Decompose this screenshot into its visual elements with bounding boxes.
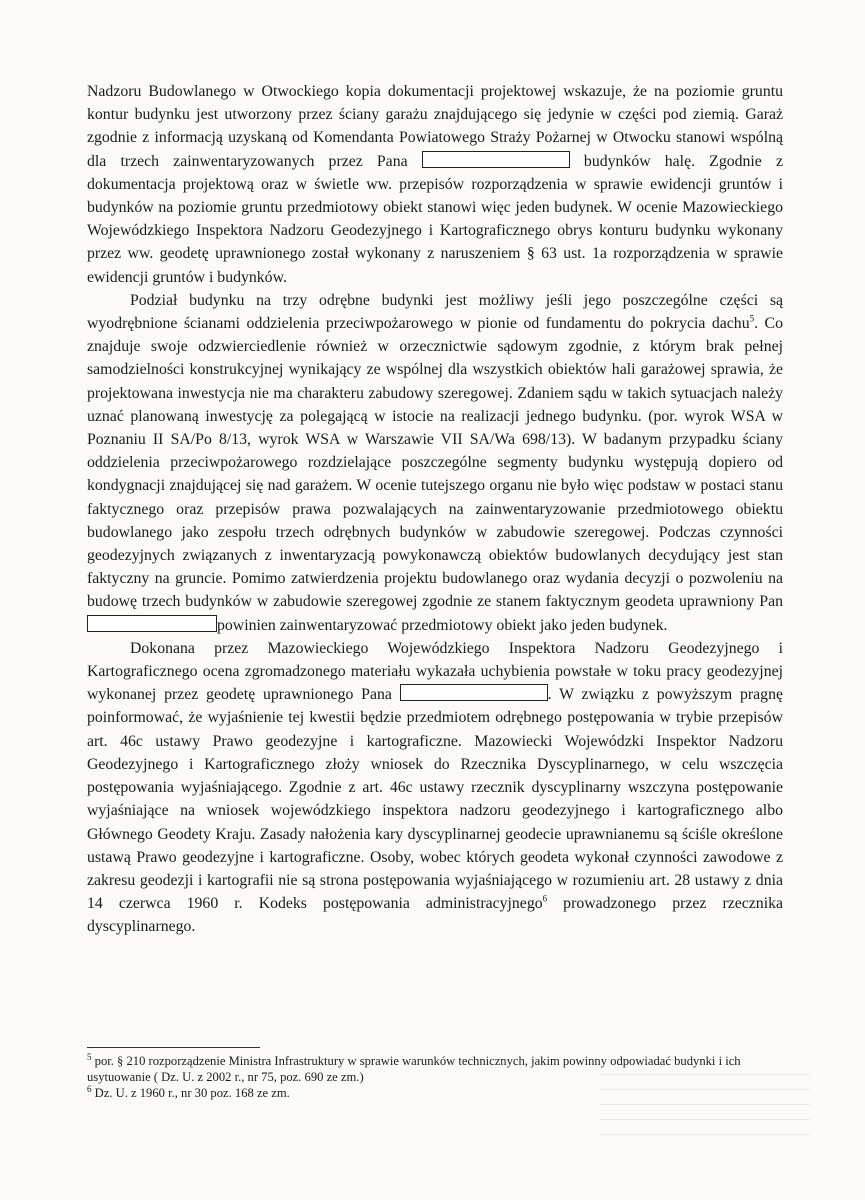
redaction-box [87, 615, 217, 632]
paragraph-3-part-a: Dokonana przez Mazowieckiego Wojewódzkiego Inspektora Nadzoru Geodezyjnego i Kartograficznego ocena zgromadzonego materiału wykazała uchybienia powstałe w toku pracy geodezyjnej wykonanej przez geodetę uprawnionego Pana [87, 639, 783, 704]
footnote-number: 5 [87, 1051, 92, 1062]
paragraph-1 [87, 80, 783, 289]
paragraph-2-part-c: powinien zainwentaryzować przedmiotowy obiekt jako jeden budynek. [217, 616, 668, 634]
document-body [87, 80, 783, 939]
redaction-box [400, 684, 548, 701]
footnote-text: Dz. U. z 1960 r., nr 30 poz. 168 ze zm. [91, 1086, 290, 1101]
paragraph-2 [87, 289, 783, 637]
footnote-number: 6 [87, 1084, 92, 1095]
bleed-through-table [600, 1060, 810, 1150]
paragraph-1-part-b: budynków halę. Zgodnie z dokumentacja projektową oraz w świetle ww. przepisów rozporządzenia w sprawie ewidencji gruntów i budynków na poziomie gruntu przedmiotowy obiekt stanowi więc jeden budynek. W ocenie Mazowieckiego Wojewódzkiego Inspektora Nadzoru Geodezyjnego i Kartograficznego obrys konturu budynku wykonany przez ww. geodetę uprawnionego został wykonany z naruszeniem § 63 ust. 1a rozporządzenia w sprawie ewidencji gruntów i budynków. [87, 152, 783, 286]
footnote-separator [87, 1047, 260, 1048]
redaction-box [422, 151, 570, 168]
footnote-ref-6: 6 [542, 893, 548, 904]
footnote-text: por. § 210 rozporządzenie Ministra Infrastruktury w sprawie warunków technicznych, jakim powinny odpowiadać budynki i ich usytuowanie ( Dz. U. z 2002 r., nr 75, poz. 690 ze zm.) [87, 1054, 741, 1085]
paragraph-3 [87, 637, 783, 939]
paragraph-3-part-b: . W związku z powyższym pragnę poinformować, że wyjaśnienie tej kwestii będzie przedmiotem odrębnego postępowania w trybie przepisów art. 46c ustawy Prawo geodezyjne i kartograficzne. Mazowiecki Wojewódzki Inspektor Nadzoru Geodezyjnego i Kartograficznego złoży wniosek do Rzecznika Dyscyplinarnego, w celu wszczęcia postępowania wyjaśniającego. Zgodnie z art. 46c ustawy rzecznik dyscyplinarny wszczyna postępowanie wyjaśniające na wniosek wojewódzkiego inspektora nadzoru geodezyjnego i kartograficznego albo Głównego Geodety Kraju. Zasady nałożenia kary dyscyplinarnej geodecie uprawnianemu są ściśle określone ustawą Prawo geodezyjne i kartograficzne. Osoby, wobec których geodeta wykonał czynności zawodowe z zakresu geodezji i kartografii nie są strona postępowania wyjaśniającego w rozumieniu art. 28 ustawy z dnia 14 czerwca 1960 r. Kodeks postępowania administracyjnego [87, 686, 783, 913]
paragraph-2-part-a: Podział budynku na trzy odrębne budynki jest możliwy jeśli jego poszczególne części są wyodrębnione ścianami oddzielenia przeciwpożarowego w pionie od fundamentu do pokrycia dachu [87, 291, 783, 333]
paragraph-1-part-a: Nadzoru Budowlanego w Otwockiego kopia dokumentacji projektowej wskazuje, że na poziomie gruntu kontur budynku jest utworzony przez ściany garażu znajdującego się jedynie w części pod ziemią. Garaż zgodnie z informacją uzyskaną od Komendanta Powiatowego Straży Pożarnej w Otwocku stanowi wspólną dla trzech zainwentaryzowanych przez Pana [87, 83, 783, 170]
paragraph-3-part-c: prowadzonego przez rzecznika dyscyplinarnego. [87, 895, 783, 936]
footnote-ref-5: 5 [749, 313, 755, 324]
paragraph-2-part-b: . Co znajduje swoje odzwierciedlenie również w orzecznictwie sądowym zgodnie, z którym brak pełnej samodzielności konstrukcyjnej wynikający ze wspólnej dla wszystkich obiektów hali garażowej sprawia, że projektowana inwestycja nie ma charakteru zabudowy szeregowej. Zdaniem sądu w takich sytuacjach należy uznać planowaną inwestycję za polegającą w istocie na realizacji jednego budynku. (por. wyrok WSA w Poznaniu II SA/Po 8/13, wyrok WSA w Warszawie VII SA/Wa 698/13). W badanym przypadku ściany oddzielenia przeciwpożarowego rozdzielające poszczególne segmenty budynku występują dopiero od kondygnacji znajdującej się nad garażem. W ocenie tutejszego organu nie było więc podstaw w postaci stanu faktycznego oraz przepisów prawa pozwalających na zainwentaryzowanie przedmiotowego obiektu budowlanego jako zespołu trzech odrębnych budynków w zabudowie szeregowej. Podczas czynności geodezyjnych związanych z inwentaryzacją powykonawczą obiektów budowlanych decydujący jest stan faktyczny na gruncie. Pomimo zatwierdzenia projektu budowlanego oraz wydania decyzji o pozwoleniu na budowę trzech budynków w zabudowie szeregowej zgodnie ze stanem faktycznym geodeta uprawniony Pan [87, 315, 783, 611]
